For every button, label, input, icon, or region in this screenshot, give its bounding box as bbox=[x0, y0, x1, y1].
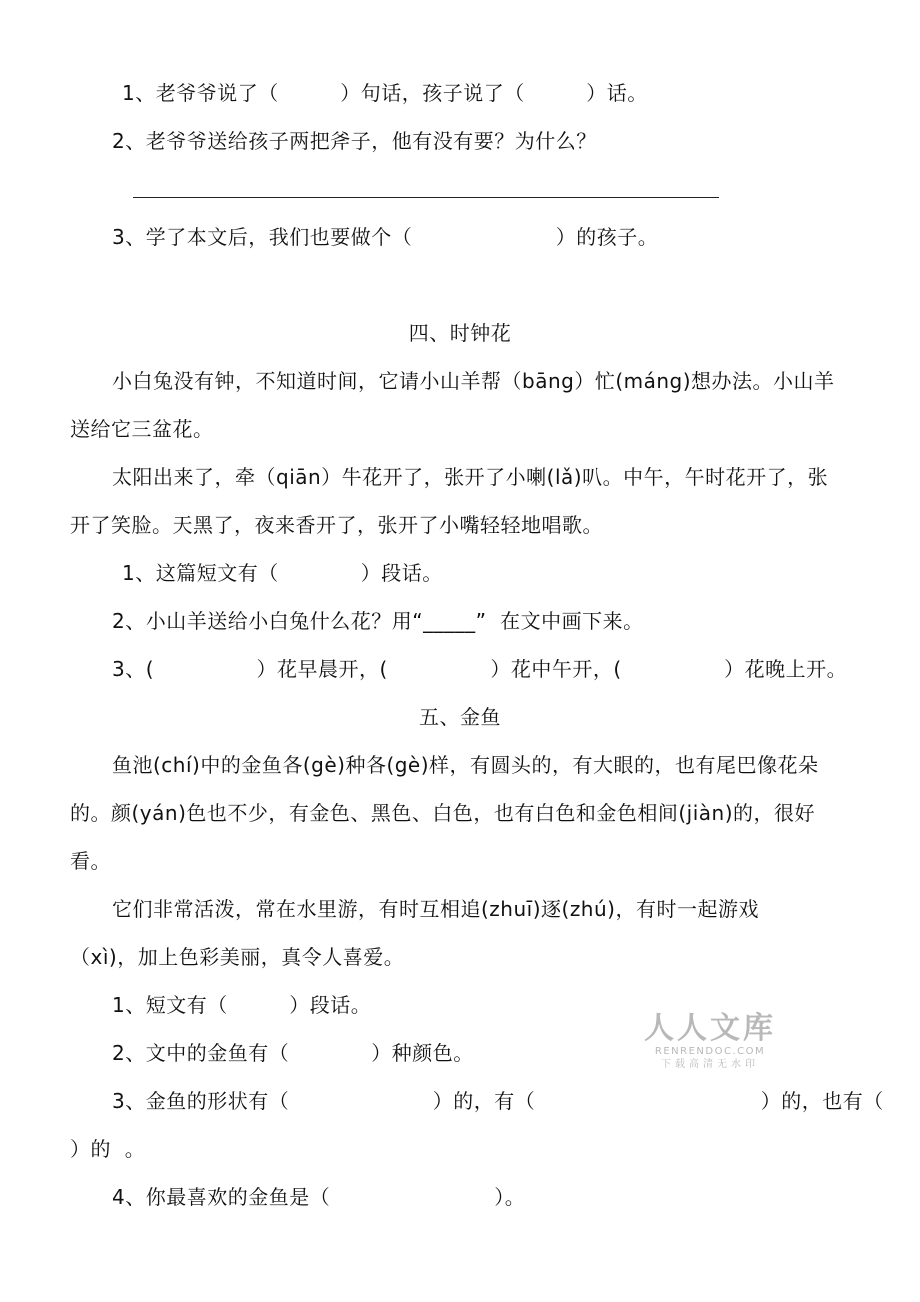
watermark-logo bbox=[640, 1012, 780, 1072]
question-line: 3、( ）花早晨开，( ）花中午开，( ）花晚上开。 bbox=[112, 657, 848, 681]
question-line: ）的 。 bbox=[70, 1137, 146, 1161]
answer-underline bbox=[133, 197, 719, 198]
paragraph-line: 太阳出来了，牵（qiān）牛花开了，张开了小喇(lǎ)叭。中午，午时花开了，张 bbox=[112, 465, 829, 489]
question-line: 1、这篇短文有（ ）段话。 bbox=[122, 561, 443, 585]
question-line: 3、学了本文后，我们也要做个（ ）的孩子。 bbox=[112, 225, 659, 249]
watermark-logo-text: 人人文库 bbox=[644, 1011, 776, 1046]
paragraph-line: 小白兔没有钟，不知道时间，它请小山羊帮（bāng）忙(máng)想办法。小山羊 bbox=[112, 369, 835, 393]
paragraph-line: 它们非常活泼，常在水里游，有时互相追(zhuī)逐(zhú)，有时一起游戏 bbox=[112, 897, 759, 921]
question-line: 4、你最喜欢的金鱼是（ ）。 bbox=[112, 1185, 526, 1209]
question-line: 1、老爷爷说了（ ）句话，孩子说了（ ）话。 bbox=[122, 81, 648, 105]
paragraph-line: 的。颜(yán)色也不少，有金色、黑色、白色，也有白色和金色相间(jiàn)的，很好 bbox=[70, 801, 816, 825]
paragraph-line: 开了笑脸。天黑了，夜来香开了，张开了小嘴轻轻地唱歌。 bbox=[70, 513, 603, 537]
question-line: 1、短文有（ ）段话。 bbox=[112, 993, 372, 1017]
watermark-site: RENRENDOC.COM bbox=[654, 1046, 766, 1057]
question-line: 3、金鱼的形状有（ ）的，有（ ）的，也有（ bbox=[112, 1089, 884, 1113]
question-line: 2、文中的金鱼有（ ）种颜色。 bbox=[112, 1041, 474, 1065]
watermark-slogan: 下载高清无水印 bbox=[661, 1059, 759, 1070]
question-line: 2、小山羊送给小白兔什么花？用“_____” 在文中画下来。 bbox=[112, 609, 644, 633]
section-title: 四、时钟花 bbox=[408, 321, 512, 345]
paragraph-line: 鱼池(chí)中的金鱼各(gè)种各(gè)样，有圆头的，有大眼的，也有尾巴像花朵 bbox=[112, 753, 819, 777]
paragraph-line: 看。 bbox=[70, 849, 111, 873]
question-line: 2、老爷爷送给孩子两把斧子，他有没有要？为什么？ bbox=[112, 129, 597, 153]
section-title: 五、金鱼 bbox=[419, 705, 501, 729]
paragraph-line: 送给它三盆花。 bbox=[70, 417, 214, 441]
paragraph-line: （xì)，加上色彩美丽，真令人喜爱。 bbox=[70, 945, 405, 969]
